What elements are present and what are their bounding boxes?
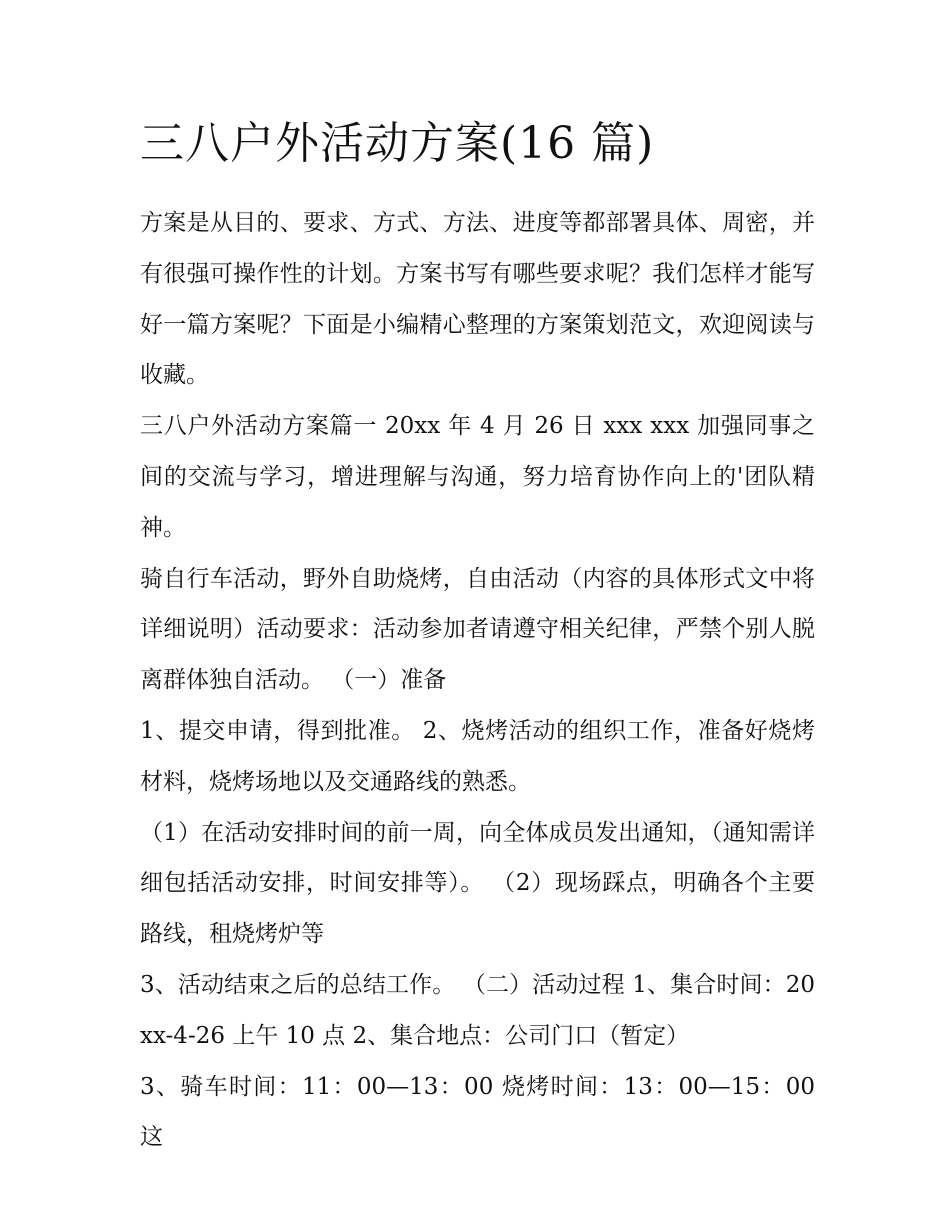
document-title: 三八户外活动方案(16 篇) [140,118,655,169]
paragraph-activities: 骑自行车活动，野外自助烧烤，自由活动（内容的具体形式文中将详细说明）活动要求：活动参加者请遵守相关纪律，严禁个别人脱离群体独自活动。 （一）准备 [140,565,815,694]
paragraph-schedule: 3、骑车时间：11：00—13：00 烧烤时间：13：00—15：00 这 [140,1073,815,1151]
paragraph-step-1-2: 1、提交申请，得到批准。 2、烧烤活动的组织工作，准备好烧烤材料，烧烤场地以及交通路线的熟悉。 [140,717,815,795]
document-body [140,198,815,1163]
paragraph-summary-process: 3、活动结束之后的总结工作。 （二）活动过程 1、集合时间：20xx-4-26 上午 10 点 2、集合地点：公司门口（暂定） [140,971,815,1049]
paragraph-plan-one: 三八户外活动方案篇一 20xx 年 4 月 26 日 xxx xxx 加强同事之间的交流与学习，增进理解与沟通，努力培育协作向上的'团队精神。 [140,413,815,541]
paragraph-notice: （1）在活动安排时间的前一周，向全体成员发出通知，（通知需详细包括活动安排，时间安排等）。 （2）现场踩点，明确各个主要路线，租烧烤炉等 [140,819,815,948]
paragraph-intro: 方案是从目的、要求、方式、方法、进度等都部署具体、周密，并有很强可操作性的计划。方案书写有哪些要求呢？我们怎样才能写好一篇方案呢？下面是小编精心整理的方案策划范文，欢迎阅读与收藏。 [140,210,815,389]
